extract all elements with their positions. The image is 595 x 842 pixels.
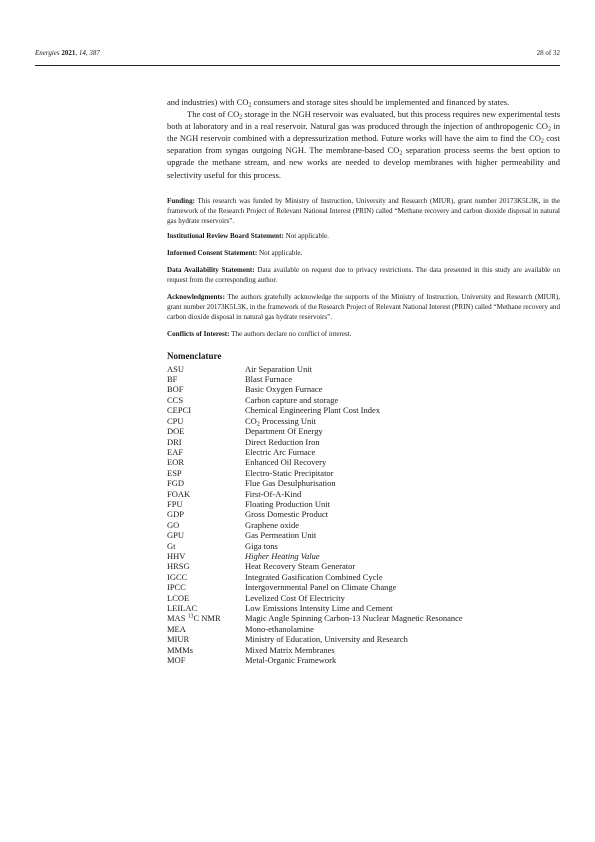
nomenclature-abbreviation: FPU xyxy=(167,498,183,509)
nomenclature-abbreviation: MEA xyxy=(167,623,186,634)
nomenclature-abbreviation: CEPCI xyxy=(167,405,192,416)
header-rule xyxy=(35,65,560,66)
journal-citation xyxy=(35,49,100,57)
nomenclature-definition: Department Of Energy xyxy=(245,426,323,437)
nomenclature-row xyxy=(167,384,463,394)
nomenclature-abbreviation: GDP xyxy=(167,509,185,520)
nomenclature-abbreviation: LCOE xyxy=(167,592,190,603)
acknowledgments-text: The authors gratefully acknowledge the supports of the Ministry of Instruction, University and Research (MIUR), grant number 20173K5L3K, in the framework of the Research Project of Relevant National Interest (PRIN) called “Methane recovery and carbon dioxide disposal in natural gas hydrate reservoirs”. xyxy=(167,292,560,321)
consent-statement xyxy=(167,248,560,258)
nomenclature-row xyxy=(167,613,463,623)
consent-label: Informed Consent Statement: xyxy=(167,248,258,257)
nomenclature-row xyxy=(167,520,463,530)
nomenclature-abbreviation xyxy=(167,613,245,623)
text-run: storage in the NGH reservoir was evaluated, but this process requires new experimental tests both at laboratory and in a real reservoir. Natural gas was produced through the injection of anthropogenic CO xyxy=(167,109,560,132)
nomenclature-definition: Floating Production Unit xyxy=(245,498,330,509)
journal-name: Energies xyxy=(35,49,60,57)
data-availability-statement xyxy=(167,265,560,285)
journal-year: 2021 xyxy=(61,49,76,57)
nomenclature-title: Nomenclature xyxy=(167,350,222,361)
text-run: C NMR xyxy=(193,613,221,624)
nomenclature-row xyxy=(167,437,463,447)
nomenclature-definition: Mixed Matrix Membranes xyxy=(245,644,335,655)
nomenclature-abbreviation: FGD xyxy=(167,478,185,489)
nomenclature-row xyxy=(167,468,463,478)
nomenclature-row xyxy=(167,374,463,384)
nomenclature-definition: Electric Arc Furnace xyxy=(245,446,316,457)
nomenclature-abbreviation: MOF xyxy=(167,655,186,666)
body-paragraph-1 xyxy=(167,96,560,108)
nomenclature-row xyxy=(167,572,463,582)
nomenclature-abbreviation: DRI xyxy=(167,436,182,447)
running-header xyxy=(35,49,560,57)
text-run: consumers and storage sites should be implemented and financed by states. xyxy=(251,97,510,107)
nomenclature-definition: Heat Recovery Steam Generator xyxy=(245,561,356,572)
nomenclature-row xyxy=(167,634,463,644)
nomenclature-definition: Carbon capture and storage xyxy=(245,394,339,405)
nomenclature-definition: Ministry of Education, University and Research xyxy=(245,634,408,645)
page-number: 28 of 32 xyxy=(536,49,560,57)
text-run: separation process seems the best option to upgrade the methane stream, and new works are needed to develop membranes with higher permeability and selectivity useful for this process. xyxy=(167,145,561,180)
nomenclature-definition: Integrated Gasification Combined Cycle xyxy=(245,571,383,582)
nomenclature-body xyxy=(167,364,463,666)
nomenclature-abbreviation: DOE xyxy=(167,426,185,437)
nomenclature-definition: Giga tons xyxy=(245,540,278,551)
nomenclature-abbreviation: MMMs xyxy=(167,644,193,655)
nomenclature-abbreviation: FOAK xyxy=(167,488,191,499)
nomenclature-abbreviation: MIUR xyxy=(167,634,190,645)
nomenclature-definition: Gas Permeation Unit xyxy=(245,530,317,541)
nomenclature-abbreviation: LEILAC xyxy=(167,603,198,613)
nomenclature-definition: Higher Heating Value xyxy=(245,550,320,561)
conflicts-label: Conflicts of Interest: xyxy=(167,329,230,338)
nomenclature-row xyxy=(167,426,463,436)
nomenclature-row xyxy=(167,395,463,405)
acknowledgments-statement xyxy=(167,292,560,322)
text-run: cost separation from syngas outgoing NGH. The membrane-based CO xyxy=(167,133,560,156)
nomenclature-definition xyxy=(245,416,463,426)
text-run: MAS xyxy=(167,613,188,624)
journal-volume: , 14, 387 xyxy=(75,49,100,57)
nomenclature-definition: Basic Oxygen Furnace xyxy=(245,384,323,395)
consent-text: Not applicable. xyxy=(257,248,303,257)
nomenclature-row xyxy=(167,645,463,655)
nomenclature-abbreviation: CPU xyxy=(167,415,184,426)
conflicts-text: The authors declare no conflict of interest. xyxy=(229,329,352,338)
nomenclature-row xyxy=(167,551,463,561)
nomenclature-definition: Intergovernmental Panel on Climate Change xyxy=(245,582,397,593)
nomenclature-row xyxy=(167,561,463,571)
nomenclature-definition: Blast Furnace xyxy=(245,374,292,385)
nomenclature-abbreviation: CCS xyxy=(167,394,184,405)
nomenclature-definition: First-Of-A-Kind xyxy=(245,488,302,499)
nomenclature-abbreviation: BOF xyxy=(167,384,184,395)
nomenclature-abbreviation: HHV xyxy=(167,550,186,561)
nomenclature-definition: Air Separation Unit xyxy=(245,363,313,374)
nomenclature-abbreviation: EAF xyxy=(167,446,184,457)
funding-label: Funding: xyxy=(167,196,195,205)
nomenclature-row xyxy=(167,489,463,499)
nomenclature-row xyxy=(167,457,463,467)
nomenclature-definition: Metal-Organic Framework xyxy=(245,655,337,666)
irb-text: Not applicable. xyxy=(283,231,329,240)
nomenclature-abbreviation: ESP xyxy=(167,467,182,478)
subscript: 2 xyxy=(256,421,260,428)
nomenclature-abbreviation: GO xyxy=(167,519,180,530)
text-run: CO xyxy=(245,415,257,426)
nomenclature-definition: Electro-Static Precipitator xyxy=(245,467,334,478)
irb-label: Institutional Review Board Statement: xyxy=(167,231,284,240)
nomenclature-definition: Direct Reduction Iron xyxy=(245,436,320,447)
nomenclature-definition: Graphene oxide xyxy=(245,519,300,530)
nomenclature-abbreviation: Gt xyxy=(167,540,176,551)
nomenclature-definition: Chemical Engineering Plant Cost Index xyxy=(245,405,381,416)
funding-text: This research was funded by Ministry of Instruction, University and Research (MIUR), grant number 20173K5L3K, in the framework of the Research Project of Relevant National Interest (PRIN) called “Methane recovery and carbon dioxide disposal in natural gas hydrate reservoirs”. xyxy=(167,196,560,225)
acknowledgments-label: Acknowledgments: xyxy=(167,292,225,301)
subscript: 2 xyxy=(239,114,243,121)
nomenclature-row xyxy=(167,582,463,592)
subscript: 2 xyxy=(399,150,403,157)
text-run: and industries) with CO xyxy=(167,97,249,107)
nomenclature-definition: Magic Angle Spinning Carbon-13 Nuclear Magnetic Resonance xyxy=(245,613,463,624)
nomenclature-row xyxy=(167,593,463,603)
nomenclature-abbreviation: GPU xyxy=(167,530,185,541)
conflicts-statement xyxy=(167,329,560,339)
nomenclature-abbreviation: IGCC xyxy=(167,571,188,582)
nomenclature-row xyxy=(167,530,463,540)
text-run: The cost of CO xyxy=(187,109,240,120)
nomenclature-table xyxy=(167,364,463,666)
nomenclature-row xyxy=(167,541,463,551)
nomenclature-abbreviation: BF xyxy=(167,374,178,385)
nomenclature-row xyxy=(167,655,463,665)
nomenclature-definition: Levelized Cost Of Electricity xyxy=(245,592,345,603)
nomenclature-abbreviation: HRSG xyxy=(167,561,190,572)
irb-statement xyxy=(167,231,560,241)
nomenclature-row xyxy=(167,603,463,613)
nomenclature-row xyxy=(167,416,463,426)
nomenclature-definition: Flue Gas Desulphurisation xyxy=(245,478,336,489)
subscript: 2 xyxy=(248,102,252,109)
nomenclature-definition: Low Emissions Intensity Lime and Cement xyxy=(245,603,393,613)
nomenclature-abbreviation: ASU xyxy=(167,363,185,374)
funding-statement xyxy=(167,196,560,226)
nomenclature-definition: Mono-ethanolamine xyxy=(245,623,314,634)
text-run: in the NGH reservoir combined with a depressurization method. Future works will have the aim to find the CO xyxy=(167,121,560,144)
main-content xyxy=(167,96,560,665)
nomenclature-row xyxy=(167,478,463,488)
data-availability-label: Data Availability Statement: xyxy=(167,265,255,274)
nomenclature-abbreviation: IPCC xyxy=(167,582,186,593)
subscript: 2 xyxy=(547,126,551,133)
subscript: 2 xyxy=(540,138,544,145)
nomenclature-row xyxy=(167,447,463,457)
nomenclature-row xyxy=(167,509,463,519)
nomenclature-row xyxy=(167,624,463,634)
data-availability-text: Data available on request due to privacy restrictions. The data presented in this study are available on request from the corresponding author. xyxy=(167,265,560,284)
nomenclature-row xyxy=(167,405,463,415)
nomenclature-definition: Enhanced Oil Recovery xyxy=(245,457,327,468)
superscript: 13 xyxy=(187,614,194,621)
nomenclature-row xyxy=(167,499,463,509)
body-paragraph-2 xyxy=(167,108,560,181)
nomenclature-row xyxy=(167,364,463,374)
nomenclature-definition: Gross Domestic Product xyxy=(245,509,329,520)
text-run: Processing Unit xyxy=(259,415,316,426)
nomenclature-abbreviation: EOR xyxy=(167,457,184,468)
